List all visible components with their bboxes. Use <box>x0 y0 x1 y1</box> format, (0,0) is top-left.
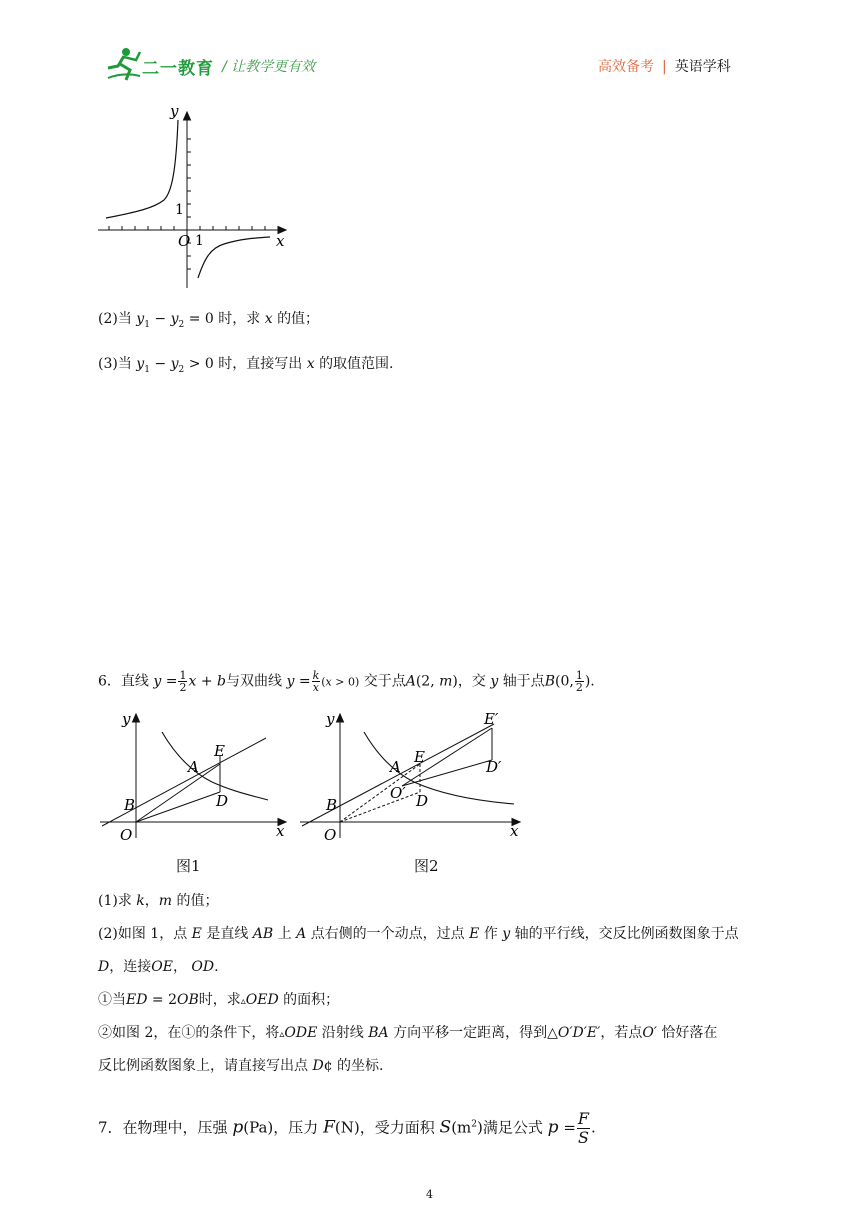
fig2-E-label: E <box>414 748 425 766</box>
fig2-x-label: x <box>510 822 519 840</box>
fig1-D-label: D <box>216 792 229 810</box>
page-number: 4 <box>426 1188 433 1201</box>
q6-circle2-line1: ②如图 2，在①的条件下，将▵ODE 沿射线 BA 方向平移一定距离，得到△O′D′E′，若点O′ 恰好落在 <box>98 1025 718 1041</box>
q6-circle1: ①当ED = 2OB时，求▵OED 的面积； <box>98 992 340 1008</box>
fig2-B-label: B <box>326 796 338 814</box>
q5-part2: (2)当 $y_1 - y_2 = 0$ 时，求 x 的值； <box>98 311 320 330</box>
header-tag-b: 英语学科 <box>674 59 731 75</box>
x-one-label: 1 <box>195 233 204 249</box>
q6-part2-line2: D，连接OE， OD. <box>98 959 219 975</box>
fig1-y-label: y <box>122 710 131 728</box>
fig1-B-label: B <box>124 796 136 814</box>
header-right <box>598 56 731 76</box>
fig2-A-label: A <box>390 758 401 776</box>
fig2-caption: 图2 <box>414 857 439 875</box>
header-sep: | <box>662 59 667 75</box>
fig1-E-label: E <box>214 742 225 760</box>
q7-statement: 7．在物理中，压强 p(Pa)，压力 F(N)，受力面积 $S(m^2)$满足公式 p = $\frac{F}{S}$ . <box>98 1109 596 1147</box>
header-tag-a: 高效备考 <box>598 59 654 75</box>
slogan: / 让教学更有效 <box>222 59 316 75</box>
fig1-caption: 图1 <box>176 857 201 875</box>
q6-part2-line1: (2)如图 1，点 E 是直线 AB 上 A 点右侧的一个动点，过点 E 作 y 轴的平行线，交反比例函数图象于点 <box>98 926 739 942</box>
fig2-O-prime-label: O′ <box>390 784 406 802</box>
fig2-D-prime-label: D′ <box>486 758 502 776</box>
q6-statement: 6．直线 y = $\frac{1}{2}$ x + b与双曲线 y = $\frac{k}{x}$ (x > 0) 交于点A(2, m)，交 y 轴于点B(0, $\frac{1}{2}$ ). <box>98 669 595 694</box>
fig1-A-label: A <box>188 758 199 776</box>
q5-part3: (3)当 $y_1 - y_2 > 0$ 时，直接写出 x 的取值范围. <box>98 356 394 375</box>
q6-circle2-line2: 反比例函数图象上，请直接写出点 D¢ 的坐标. <box>98 1058 384 1074</box>
axis-x-label: x <box>276 232 285 250</box>
axis-y-label: y <box>170 102 179 120</box>
fig2-D-label: D <box>416 792 429 810</box>
top-graph <box>92 100 292 292</box>
brand-name: 二一教育 <box>142 59 214 79</box>
fig1-O-label: O <box>120 826 133 844</box>
q6-part1: (1)求 k，m 的值； <box>98 893 219 909</box>
q6-figure-2 <box>296 706 528 880</box>
fig1-x-label: x <box>276 822 285 840</box>
fig2-E-prime-label: E′ <box>484 710 499 728</box>
origin-label: O <box>178 232 191 250</box>
fig2-y-label: y <box>326 710 335 728</box>
q6-figure-1 <box>96 706 296 880</box>
y-one-label: 1 <box>175 202 184 218</box>
fig2-O-label: O <box>324 826 337 844</box>
